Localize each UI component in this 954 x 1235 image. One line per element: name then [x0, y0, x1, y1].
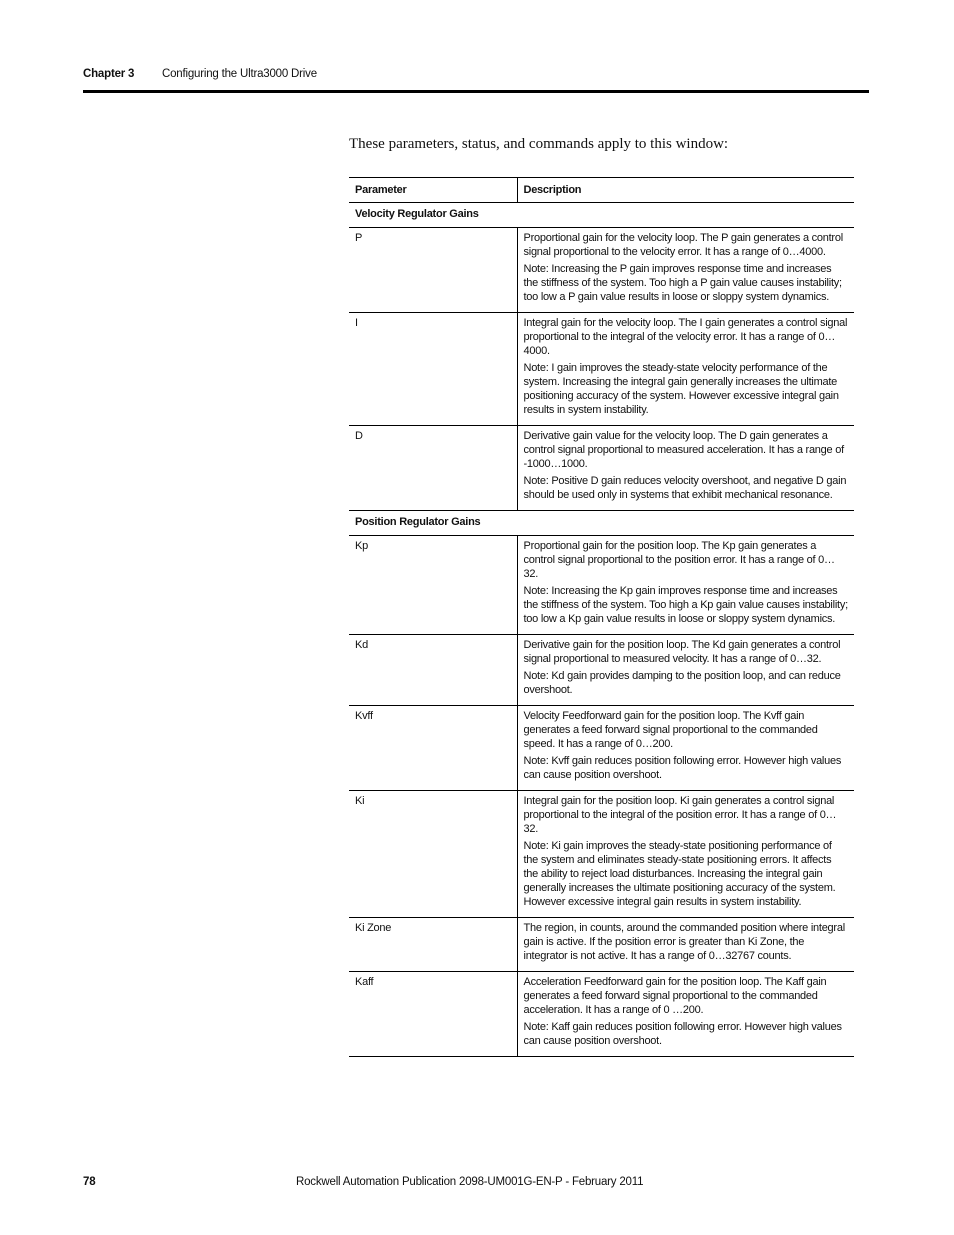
description-paragraph: Note: Positive D gain reduces velocity overshoot, and negative D gain should be used only in systems that exhibit mechanical resonance. [523, 475, 847, 501]
intro-text: These parameters, status, and commands apply to this window: [349, 136, 729, 152]
table-row [349, 426, 854, 511]
page-number: 78 [83, 1176, 96, 1188]
description-paragraph: Note: Kvff gain reduces position following error. However high values can cause position overshoot. [523, 755, 842, 781]
description-paragraph: Note: Increasing the P gain improves response time and increases the stiffness of the system. Too high a P gain value causes instability; too low a P gain value results in loose or sloppy system dynamics. [523, 263, 842, 303]
parameter-description [517, 918, 854, 972]
parameter-name: P [349, 228, 517, 313]
description-paragraph: Integral gain for the velocity loop. The I gain generates a control signal proportional to the integral of the velocity error. It has a range of 0…4000. [523, 317, 848, 357]
column-header-description: Description [517, 178, 854, 203]
parameter-name: Kd [349, 635, 517, 706]
parameter-description [517, 972, 854, 1057]
table-header-row [349, 178, 854, 203]
table-row [349, 791, 854, 918]
section-row [349, 511, 854, 536]
description-paragraph: Derivative gain for the position loop. The Kd gain generates a control signal proportional to measured velocity. It has a range of 0…32. [523, 639, 841, 665]
parameter-description [517, 313, 854, 426]
section-row [349, 203, 854, 228]
description-paragraph: Integral gain for the position loop. Ki gain generates a control signal proportional to the integral of the position error. It has a range of 0…32. [523, 795, 837, 835]
parameter-description [517, 426, 854, 511]
parameter-table [349, 177, 854, 1057]
table-row [349, 536, 854, 635]
description-paragraph: Note: Ki gain improves the steady-state positioning performance of the system and eliminates steady-state positioning errors. It affects the ability to reject load disturbances. Increasing the integral gain generally increases the ultimate positioning accuracy of the system. However excessive integral gain results in system instability. [523, 840, 836, 908]
table-row [349, 313, 854, 426]
parameter-description [517, 706, 854, 791]
table-row [349, 228, 854, 313]
parameter-name: Kaff [349, 972, 517, 1057]
section-title: Velocity Regulator Gains [349, 203, 854, 228]
parameter-name: Kp [349, 536, 517, 635]
description-paragraph: Note: I gain improves the steady-state velocity performance of the system. Increasing the integral gain generally increases the ultimate positioning accuracy of the system. However excessive integral gain results in system instability. [523, 362, 839, 416]
description-paragraph: Derivative gain value for the velocity loop. The D gain generates a control signal proportional to measured acceleration. It has a range of -1000…1000. [523, 430, 844, 470]
parameter-description [517, 635, 854, 706]
description-paragraph: Velocity Feedforward gain for the position loop. The Kvff gain generates a feed forward signal proportional to the commanded speed. It has a range of 0…200. [523, 710, 818, 750]
parameter-name: Kvff [349, 706, 517, 791]
parameter-description [517, 536, 854, 635]
page-header [83, 66, 869, 93]
description-paragraph: Proportional gain for the position loop. The Kp gain generates a control signal proportional to the position error. It has a range of 0…32. [523, 540, 835, 580]
description-paragraph: The region, in counts, around the commanded position where integral gain is active. If the position error is greater than Ki Zone, the integrator is not active. It has a range of 0…32767 counts. [523, 922, 845, 962]
chapter-title: Configuring the Ultra3000 Drive [162, 68, 317, 80]
table-row [349, 972, 854, 1057]
description-paragraph: Note: Kaff gain reduces position following error. However high values can cause position overshoot. [523, 1021, 842, 1047]
parameter-name: Ki Zone [349, 918, 517, 972]
chapter-label: Chapter 3 [83, 68, 135, 80]
table-body [349, 203, 854, 1057]
description-paragraph: Acceleration Feedforward gain for the position loop. The Kaff gain generates a feed forward signal proportional to the commanded acceleration. It has a range of 0 …200. [523, 976, 827, 1016]
section-title: Position Regulator Gains [349, 511, 854, 536]
parameter-description [517, 228, 854, 313]
description-paragraph: Proportional gain for the velocity loop. The P gain generates a control signal proportional to the velocity error. It has a range of 0…4000. [523, 232, 843, 258]
table-row [349, 918, 854, 972]
parameter-name: D [349, 426, 517, 511]
description-paragraph: Note: Kd gain provides damping to the position loop, and can reduce overshoot. [523, 670, 841, 696]
description-paragraph: Note: Increasing the Kp gain improves response time and increases the stiffness of the system. Too high a Kp gain value causes instability; too low a Kp gain value results in loose or sloppy system dynamics. [523, 585, 848, 625]
table-row [349, 635, 854, 706]
parameter-name: I [349, 313, 517, 426]
parameter-name: Ki [349, 791, 517, 918]
parameter-description [517, 791, 854, 918]
column-header-parameter: Parameter [349, 178, 517, 203]
publication-info: Rockwell Automation Publication 2098-UM001G-EN-P - February 2011 [296, 1176, 644, 1188]
table-row [349, 706, 854, 791]
